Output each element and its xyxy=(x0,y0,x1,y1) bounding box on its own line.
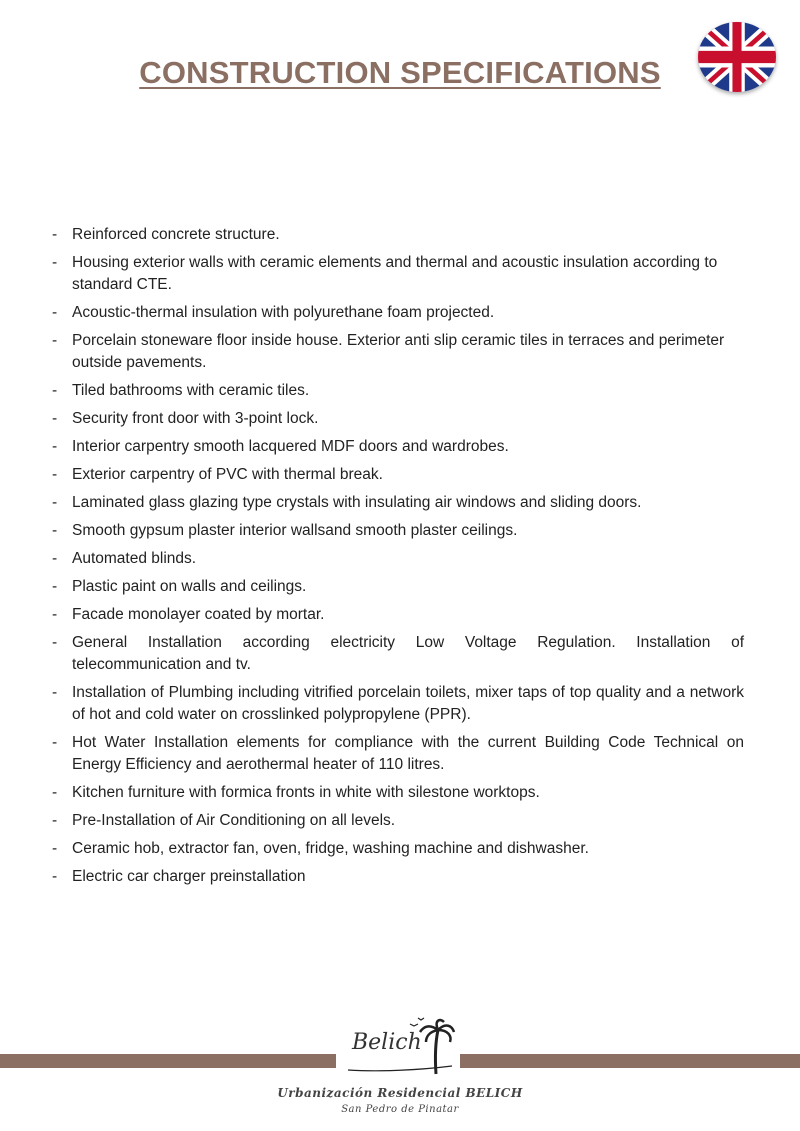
page-title-text: CONSTRUCTION SPECIFICATIONS xyxy=(139,55,661,90)
list-item: - Security front door with 3-point lock. xyxy=(52,410,319,427)
list-item: - General Installation according electricity Low Voltage Regulation. Installation of telecommunication and tv. xyxy=(52,634,744,673)
company-name: Urbanización Residencial BELICH xyxy=(277,1086,523,1100)
list-item: - Automated blinds. xyxy=(52,550,197,567)
company-location: San Pedro de Pinatar xyxy=(341,1104,459,1115)
list-item: - Hot Water Installation elements for compliance with the current Building Code Technical on Energy Efficiency and aerothermal heater of 110 litres. xyxy=(52,734,744,773)
list-item: - Installation of Plumbing including vitrified porcelain toilets, mixer taps of top quality and a network of hot and cold water on crosslinked polypropylene (PPR). xyxy=(52,684,744,723)
list-item: - Reinforced concrete structure. xyxy=(52,226,280,243)
list-item: - Acoustic-thermal insulation with polyurethane foam projected. xyxy=(52,304,495,321)
list-item: - Facade monolayer coated by mortar. xyxy=(52,606,325,623)
list-item: - Ceramic hob, extractor fan, oven, fridge, washing machine and dishwasher. xyxy=(52,840,589,857)
list-item: - Interior carpentry smooth lacquered MDF doors and wardrobes. xyxy=(52,438,509,455)
uk-flag-icon[interactable] xyxy=(698,22,776,92)
list-item: - Exterior carpentry of PVC with thermal break. xyxy=(52,466,383,483)
page-title xyxy=(0,55,800,91)
footer-bar-left xyxy=(0,1054,336,1068)
list-item: - Laminated glass glazing type crystals with insulating air windows and sliding doors. xyxy=(52,494,642,511)
list-item: - Electric car charger preinstallation xyxy=(52,868,306,885)
footer-bar-right xyxy=(460,1054,800,1068)
list-item: - Tiled bathrooms with ceramic tiles. xyxy=(52,382,310,399)
list-item: - Housing exterior walls with ceramic elements and thermal and acoustic insulation according to standard CTE. xyxy=(52,254,718,293)
list-item: - Smooth gypsum plaster interior wallsand smooth plaster ceilings. xyxy=(52,522,518,539)
specifications-list xyxy=(52,224,744,894)
list-item: - Porcelain stoneware floor inside house. Exterior anti slip ceramic tiles in terraces and perimeter outside pavements. xyxy=(52,332,725,371)
list-item: - Pre-Installation of Air Conditioning on all levels. xyxy=(52,812,396,829)
list-item: - Plastic paint on walls and ceilings. xyxy=(52,578,307,595)
list-item: - Kitchen furniture with formica fronts in white with silestone worktops. xyxy=(52,784,540,801)
logo-text: Belich xyxy=(352,1030,422,1055)
